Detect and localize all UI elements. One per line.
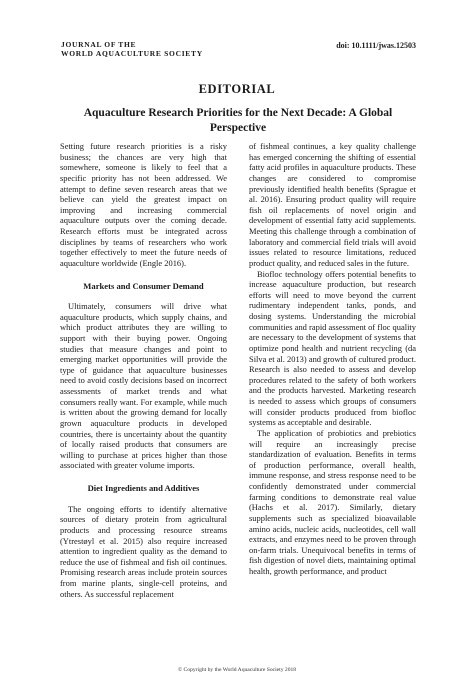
markets-paragraph: Ultimately, consumers will drive what aquaculture products, which supply chains, and which product attributes they are willing to support with their buying power. Ongoing studies that measure changes and point to emerging market opportunities will provide the type of guidance that aquaculture businesses need to avoid costly decisions based on incorrect assessments of market trends and what consumers really want. For example, while much is written about the growing demand for locally grown aquaculture products in developed countries, there is uncertainty about the quantity of locally raised products that consumers are willing to purchase at prices higher than those associated with greater volume imports.: [60, 301, 227, 471]
probiotics-paragraph: The application of probiotics and prebiotics will require an increasingly precise standardization of evaluation. Benefits in terms of production performance, overall health, immune response, and stress response need to be confidently demonstrated under commercial farming conditions to demonstrate real value (Hachs et al. 2017). Similarly, dietary supplements such as specialized bioavailable amino acids, nucleic acids, nucleotides, cell wall extracts, and enzymes need to be proven through on-farm trials. Unequivocal benefits in terms of fish digestion of novel diets, maintaining optimal health, growth performance, and product: [249, 427, 416, 576]
copyright-footer: © Copyright by the World Aquaculture Society 2018: [177, 667, 297, 673]
intro-paragraph: Setting future research priorities is a risky business; the chances are very high that somewhere, someone is likely to feel that a specific priority has not been addressed. We attempt to define seven research areas that we believe can yield the greatest impact on improving and increasing commercial aquaculture outputs over the coming decade. Research efforts must be integrated across disciplines by teams of researchers who work together effectively to meet the future needs of aquaculture worldwide (Engle 2016).: [60, 141, 227, 268]
journal-name-line2: WORLD AQUACULTURE SOCIETY: [61, 49, 203, 58]
diet-paragraph: The ongoing efforts to identify alternative sources of dietary protein from agricultural products and processing resource streams (Ytrestøyl et al. 2015) also require increased attention to ingredient quality as the demand to reduce the use of fishmeal and fish oil continues. Promising research areas include protein sources from marine plants, single-cell proteins, and others. As successful replacement: [60, 503, 227, 599]
article-title: [60, 106, 416, 136]
doi-link[interactable]: doi: 10.1111/jwas.12503: [336, 41, 416, 50]
journal-name-line1: JOURNAL OF THE: [61, 40, 137, 49]
section-label: EDITORIAL: [198, 82, 276, 96]
section-heading-markets: Markets and Consumer Demand: [83, 280, 204, 291]
right-column: [249, 141, 416, 577]
left-column: [60, 141, 227, 599]
section-heading-diet: Diet Ingredients and Additives: [87, 483, 200, 494]
biofloc-paragraph: Biofloc technology offers potential benefits to increase aquaculture production, but research efforts will need to move beyond the current rudimentary independent tanks, ponds, and dosing systems. Understanding the microbial communities and rapid assessment of floc quality are necessary to the development of systems that optimize pond health and nutrient recycling (da Silva et al. 2013) and growth of cultured product. Research is also needed to assess and develop procedures related to the safety of both workers and the products harvested. Marketing research is needed to assess which groups of consumers will consider products produced from biofloc systems as acceptable and desirable.: [249, 268, 416, 428]
article-title-line1: Aquaculture Research Priorities for the Next Decade: A Global: [83, 107, 393, 119]
fatty-acid-paragraph: of fishmeal continues, a key quality challenge has emerged concerning the shifting of essential fatty acid profiles in aquaculture products. These changes are considered to compromise previously identified health benefits (Sprague et al. 2016). Ensuring product quality will require fish oil replacements of novel origin and development of essential fatty acid supplements. Meeting this challenge through a combination of laboratory and commercial field trials will avoid issues related to resource limitations, reduced product quality, and reduced sales in the future.: [249, 141, 416, 268]
article-title-line2: Perspective: [209, 122, 267, 134]
journal-name: [61, 40, 203, 58]
